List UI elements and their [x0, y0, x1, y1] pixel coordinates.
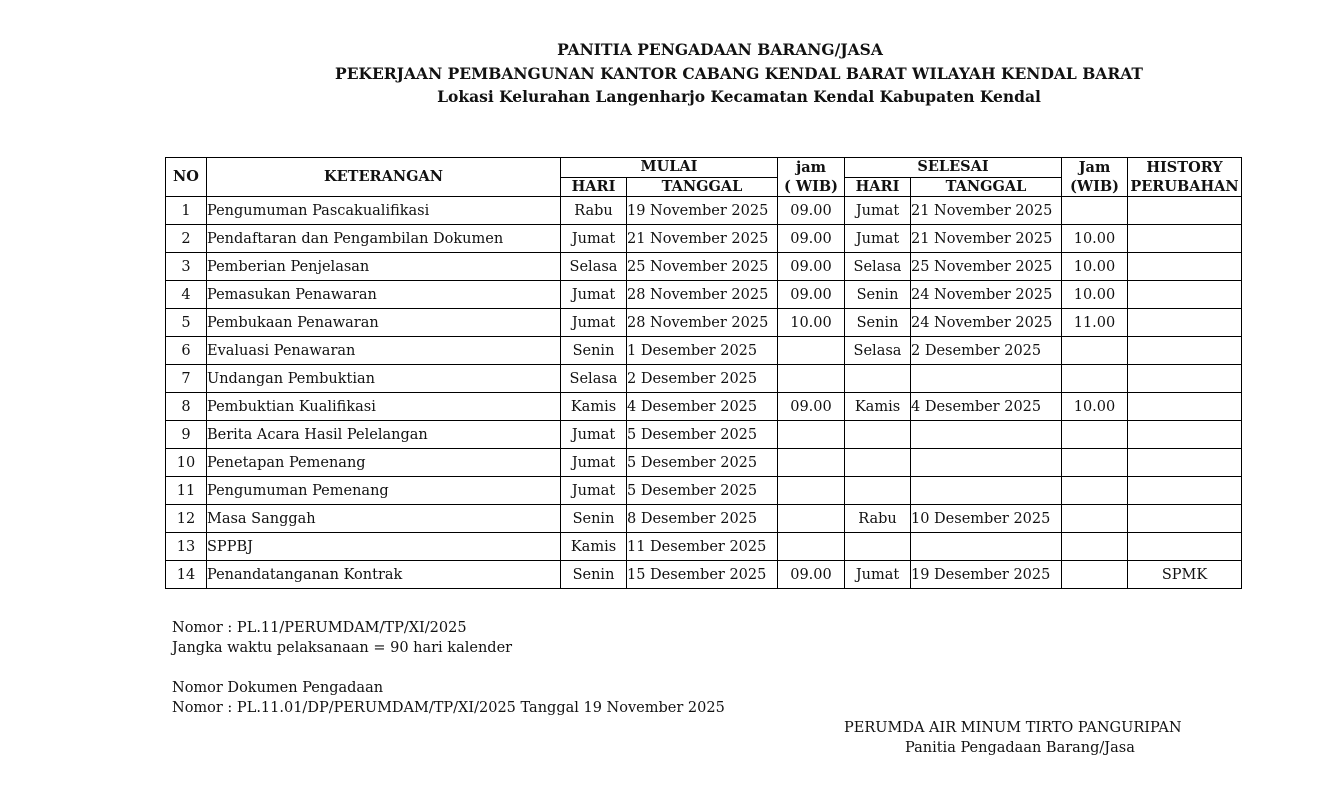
cell-jam-selesai: 10.00	[1062, 225, 1128, 253]
cell-hari-selesai	[845, 421, 911, 449]
table-row	[166, 533, 1242, 561]
cell-no: 6	[166, 337, 207, 365]
cell-hari-mulai: Jumat	[561, 225, 627, 253]
cell-tanggal-mulai: 21 November 2025	[627, 225, 778, 253]
cell-hari-mulai: Senin	[561, 561, 627, 589]
cell-hari-selesai	[845, 449, 911, 477]
cell-jam-mulai	[778, 449, 845, 477]
history-label-2: PERUBAHAN	[1130, 178, 1239, 195]
cell-hari-selesai: Senin	[845, 281, 911, 309]
cell-hari-selesai: Jumat	[845, 561, 911, 589]
cell-jam-mulai: 09.00	[778, 561, 845, 589]
table-body	[166, 197, 1242, 589]
cell-hari-selesai	[845, 477, 911, 505]
dokumen-title: Nomor Dokumen Pengadaan	[172, 680, 384, 696]
cell-jam-selesai	[1062, 449, 1128, 477]
cell-jam-selesai: 10.00	[1062, 253, 1128, 281]
cell-hari-selesai	[845, 533, 911, 561]
col-header-selesai: SELESAI	[845, 158, 1062, 178]
col-header-hari-selesai: HARI	[845, 177, 911, 197]
cell-jam-mulai	[778, 337, 845, 365]
cell-no: 2	[166, 225, 207, 253]
cell-tanggal-selesai	[911, 477, 1062, 505]
cell-keterangan: Penandatanganan Kontrak	[207, 561, 561, 589]
cell-history	[1128, 365, 1242, 393]
cell-tanggal-selesai	[911, 421, 1062, 449]
cell-hari-selesai	[845, 365, 911, 393]
cell-jam-selesai: 10.00	[1062, 281, 1128, 309]
cell-tanggal-selesai: 10 Desember 2025	[911, 505, 1062, 533]
cell-tanggal-mulai: 8 Desember 2025	[627, 505, 778, 533]
cell-tanggal-selesai	[911, 533, 1062, 561]
cell-keterangan: Masa Sanggah	[207, 505, 561, 533]
table-row	[166, 281, 1242, 309]
cell-history	[1128, 421, 1242, 449]
cell-tanggal-mulai: 5 Desember 2025	[627, 477, 778, 505]
cell-jam-mulai: 09.00	[778, 225, 845, 253]
header-title: PANITIA PENGADAAN BARANG/JASA	[557, 40, 883, 59]
cell-no: 10	[166, 449, 207, 477]
cell-history	[1128, 197, 1242, 225]
cell-hari-mulai: Jumat	[561, 421, 627, 449]
cell-hari-mulai: Selasa	[561, 365, 627, 393]
cell-no: 13	[166, 533, 207, 561]
cell-tanggal-selesai: 24 November 2025	[911, 309, 1062, 337]
table-row	[166, 505, 1242, 533]
cell-jam-selesai	[1062, 505, 1128, 533]
cell-history	[1128, 533, 1242, 561]
cell-jam-mulai: 09.00	[778, 197, 845, 225]
jangka-waktu: Jangka waktu pelaksanaan = 90 hari kalender	[172, 640, 513, 656]
cell-hari-mulai: Rabu	[561, 197, 627, 225]
cell-jam-selesai	[1062, 477, 1128, 505]
cell-hari-mulai: Jumat	[561, 477, 627, 505]
cell-tanggal-mulai: 5 Desember 2025	[627, 449, 778, 477]
cell-tanggal-mulai: 4 Desember 2025	[627, 393, 778, 421]
cell-no: 14	[166, 561, 207, 589]
cell-no: 8	[166, 393, 207, 421]
schedule-table	[165, 157, 1242, 589]
nomor-line: Nomor : PL.11/PERUMDAM/TP/XI/2025	[172, 620, 467, 636]
cell-hari-mulai: Jumat	[561, 309, 627, 337]
cell-history	[1128, 393, 1242, 421]
cell-hari-selesai: Kamis	[845, 393, 911, 421]
cell-keterangan: Pemberian Penjelasan	[207, 253, 561, 281]
cell-no: 12	[166, 505, 207, 533]
history-label: HISTORY	[1146, 159, 1223, 176]
cell-tanggal-mulai: 28 November 2025	[627, 309, 778, 337]
cell-history	[1128, 477, 1242, 505]
col-header-keterangan: KETERANGAN	[207, 158, 561, 197]
cell-tanggal-mulai: 11 Desember 2025	[627, 533, 778, 561]
cell-tanggal-selesai	[911, 449, 1062, 477]
dokumen-nomor-line: Nomor : PL.11.01/DP/PERUMDAM/TP/XI/2025 Tanggal 19 November 2025	[172, 700, 725, 716]
table-row	[166, 477, 1242, 505]
cell-jam-mulai	[778, 505, 845, 533]
cell-jam-mulai: 09.00	[778, 393, 845, 421]
cell-tanggal-mulai: 1 Desember 2025	[627, 337, 778, 365]
table-row	[166, 393, 1242, 421]
col-header-mulai: MULAI	[561, 158, 778, 178]
col-header-history	[1128, 158, 1242, 197]
cell-jam-selesai	[1062, 533, 1128, 561]
cell-tanggal-selesai: 24 November 2025	[911, 281, 1062, 309]
cell-keterangan: Pengumuman Pemenang	[207, 477, 561, 505]
cell-history	[1128, 281, 1242, 309]
table-row	[166, 197, 1242, 225]
table-row	[166, 225, 1242, 253]
cell-history	[1128, 225, 1242, 253]
table-row	[166, 365, 1242, 393]
cell-no: 11	[166, 477, 207, 505]
cell-jam-mulai: 09.00	[778, 253, 845, 281]
table-row	[166, 309, 1242, 337]
cell-tanggal-selesai: 25 November 2025	[911, 253, 1062, 281]
jam-mulai-unit: ( WIB)	[783, 178, 839, 195]
cell-hari-mulai: Selasa	[561, 253, 627, 281]
cell-tanggal-mulai: 28 November 2025	[627, 281, 778, 309]
table-row	[166, 253, 1242, 281]
cell-tanggal-mulai: 15 Desember 2025	[627, 561, 778, 589]
cell-hari-mulai: Senin	[561, 505, 627, 533]
cell-tanggal-mulai: 2 Desember 2025	[627, 365, 778, 393]
cell-hari-selesai: Senin	[845, 309, 911, 337]
col-header-tanggal-mulai: TANGGAL	[627, 177, 778, 197]
cell-jam-selesai	[1062, 561, 1128, 589]
cell-jam-selesai: 10.00	[1062, 393, 1128, 421]
cell-no: 1	[166, 197, 207, 225]
cell-keterangan: Pemasukan Penawaran	[207, 281, 561, 309]
cell-jam-selesai	[1062, 365, 1128, 393]
cell-tanggal-selesai	[911, 365, 1062, 393]
panitia-name: Panitia Pengadaan Barang/Jasa	[905, 740, 1135, 756]
header-project: PEKERJAAN PEMBANGUNAN KANTOR CABANG KENDAL BARAT WILAYAH KENDAL BARAT	[335, 64, 1143, 83]
cell-no: 3	[166, 253, 207, 281]
cell-hari-mulai: Jumat	[561, 281, 627, 309]
table-row	[166, 561, 1242, 589]
cell-jam-mulai: 09.00	[778, 281, 845, 309]
cell-history: SPMK	[1128, 561, 1242, 589]
header-location: Lokasi Kelurahan Langenharjo Kecamatan Kendal Kabupaten Kendal	[437, 87, 1041, 106]
cell-tanggal-mulai: 19 November 2025	[627, 197, 778, 225]
cell-tanggal-mulai: 25 November 2025	[627, 253, 778, 281]
cell-keterangan: SPPBJ	[207, 533, 561, 561]
col-header-hari-mulai: HARI	[561, 177, 627, 197]
col-header-no: NO	[166, 158, 207, 197]
col-header-tanggal-selesai: TANGGAL	[911, 177, 1062, 197]
col-header-jam-mulai	[778, 158, 845, 197]
jam-mulai-label: jam	[796, 159, 826, 176]
cell-hari-selesai: Selasa	[845, 253, 911, 281]
cell-no: 5	[166, 309, 207, 337]
cell-hari-selesai: Jumat	[845, 225, 911, 253]
table-row	[166, 449, 1242, 477]
table-row	[166, 421, 1242, 449]
cell-hari-mulai: Senin	[561, 337, 627, 365]
cell-jam-mulai	[778, 533, 845, 561]
cell-keterangan: Undangan Pembuktian	[207, 365, 561, 393]
cell-no: 7	[166, 365, 207, 393]
cell-keterangan: Pembuktian Kualifikasi	[207, 393, 561, 421]
cell-keterangan: Berita Acara Hasil Pelelangan	[207, 421, 561, 449]
cell-jam-selesai: 11.00	[1062, 309, 1128, 337]
cell-hari-selesai: Selasa	[845, 337, 911, 365]
cell-tanggal-selesai: 21 November 2025	[911, 225, 1062, 253]
cell-jam-mulai	[778, 477, 845, 505]
cell-tanggal-selesai: 4 Desember 2025	[911, 393, 1062, 421]
col-header-jam-selesai	[1062, 158, 1128, 197]
cell-hari-mulai: Kamis	[561, 393, 627, 421]
cell-keterangan: Penetapan Pemenang	[207, 449, 561, 477]
cell-history	[1128, 449, 1242, 477]
jam-selesai-label: Jam	[1078, 159, 1111, 176]
table-row	[166, 337, 1242, 365]
cell-tanggal-selesai: 19 Desember 2025	[911, 561, 1062, 589]
cell-keterangan: Pembukaan Penawaran	[207, 309, 561, 337]
cell-history	[1128, 253, 1242, 281]
cell-jam-mulai	[778, 421, 845, 449]
cell-keterangan: Pengumuman Pascakualifikasi	[207, 197, 561, 225]
jam-selesai-unit: (WIB)	[1069, 178, 1120, 195]
cell-hari-mulai: Jumat	[561, 449, 627, 477]
cell-jam-selesai	[1062, 421, 1128, 449]
cell-tanggal-selesai: 21 November 2025	[911, 197, 1062, 225]
cell-hari-selesai: Rabu	[845, 505, 911, 533]
cell-keterangan: Pendaftaran dan Pengambilan Dokumen	[207, 225, 561, 253]
cell-hari-mulai: Kamis	[561, 533, 627, 561]
cell-no: 9	[166, 421, 207, 449]
organization-name: PERUMDA AIR MINUM TIRTO PANGURIPAN	[844, 720, 1182, 736]
cell-no: 4	[166, 281, 207, 309]
cell-jam-selesai	[1062, 337, 1128, 365]
table-header	[166, 158, 1242, 197]
cell-hari-selesai: Jumat	[845, 197, 911, 225]
cell-history	[1128, 337, 1242, 365]
cell-tanggal-mulai: 5 Desember 2025	[627, 421, 778, 449]
cell-jam-mulai	[778, 365, 845, 393]
cell-history	[1128, 505, 1242, 533]
cell-jam-selesai	[1062, 197, 1128, 225]
cell-keterangan: Evaluasi Penawaran	[207, 337, 561, 365]
cell-tanggal-selesai: 2 Desember 2025	[911, 337, 1062, 365]
cell-history	[1128, 309, 1242, 337]
cell-jam-mulai: 10.00	[778, 309, 845, 337]
